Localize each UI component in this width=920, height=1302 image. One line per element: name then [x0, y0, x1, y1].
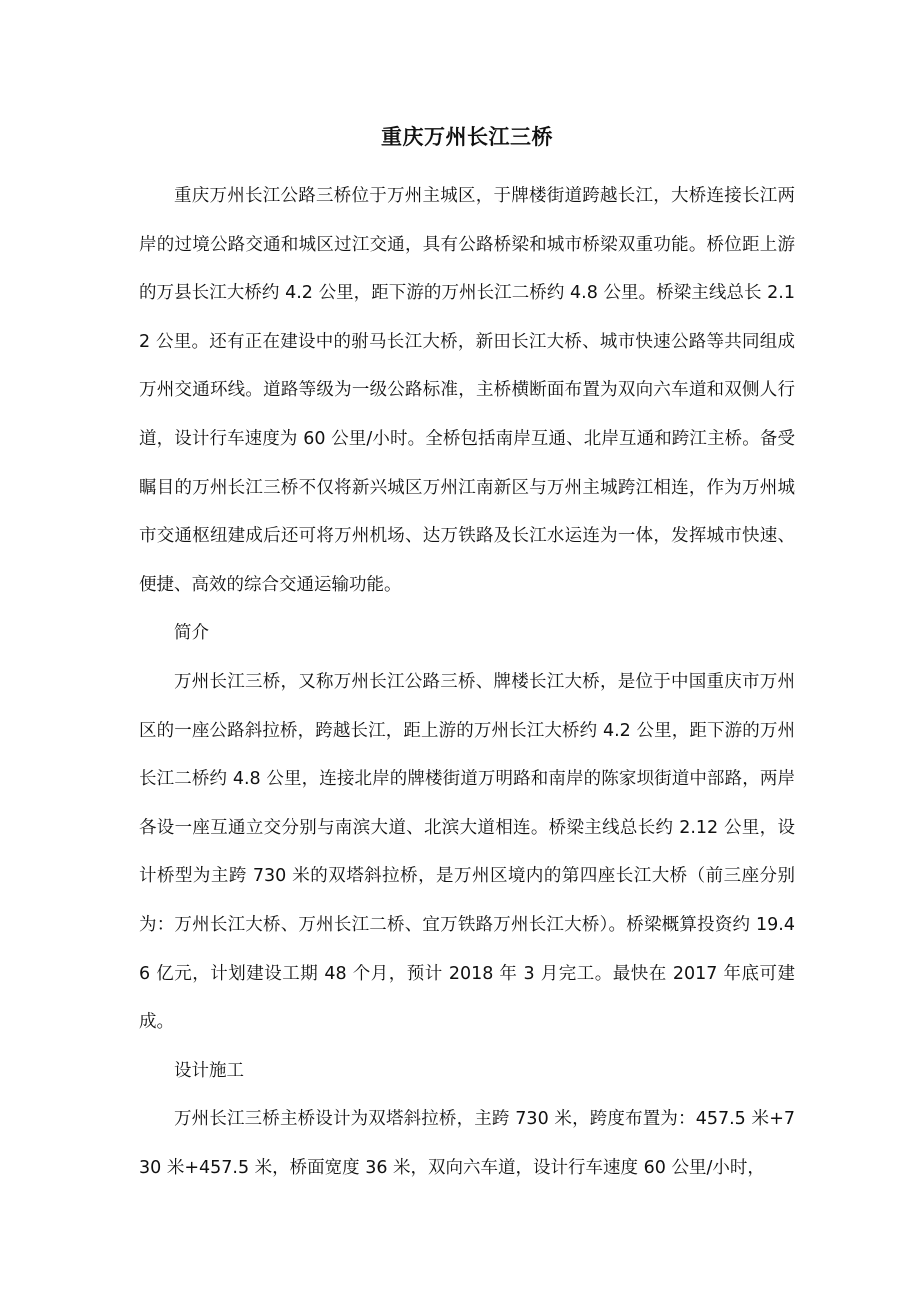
section-heading-design: 设计施工 [174, 1060, 244, 1081]
document-page [139, 120, 795, 1192]
document-title: 重庆万州长江三桥 [381, 125, 553, 149]
section-heading-intro: 简介 [174, 623, 209, 644]
paragraph-intro: 重庆万州长江公路三桥位于万州主城区，于牌楼街道跨越长江，大桥连接长江两岸的过境公路交通和城区过江交通，具有公路桥梁和城市桥梁双重功能。桥位距上游的万县长江大桥约 4.2 公里，距下游的万州长江二桥约 4.8 公里。桥梁主线总长 2.12 公里。还有正在建设中的驸马长江大桥，新田长江大桥、城市快速公路等共同组成万州交通环线。道路等级为一级公路标准，主桥横断面布置为双向六车道和双侧人行道，设计行车速度为 60 公里/小时。全桥包括南岸互通、北岸互通和跨江主桥。备受瞩目的万州长江三桥不仅将新兴城区万州江南新区与万州主城跨江相连，作为万州城市交通枢纽建成后还可将万州机场、达万铁路及长江水运连为一体，发挥城市快速、便捷、高效的综合交通运输功能。 [139, 186, 795, 595]
paragraph-design: 万州长江三桥主桥设计为双塔斜拉桥，主跨 730 米，跨度布置为：457.5 米+730 米+457.5 米，桥面宽度 36 米，双向六车道，设计行车速度 60 公里/小时， [139, 1109, 795, 1178]
paragraph-summary: 万州长江三桥，又称万州长江公路三桥、牌楼长江大桥，是位于中国重庆市万州区的一座公路斜拉桥，跨越长江，距上游的万州长江大桥约 4.2 公里，距下游的万州长江二桥约 4.8 公里，连接北岸的牌楼街道万明路和南岸的陈家坝街道中部路，两岸各设一座互通立交分别与南滨大道、北滨大道相连。桥梁主线总长约 2.12 公里，设计桥型为主跨 730 米的双塔斜拉桥，是万州区境内的第四座长江大桥（前三座分别为：万州长江大桥、万州长江二桥、宜万铁路万州长江大桥）。桥梁概算投资约 19.46 亿元，计划建设工期 48 个月，预计 2018 年 3 月完工。最快在 2017 年底可建成。 [139, 671, 795, 1033]
